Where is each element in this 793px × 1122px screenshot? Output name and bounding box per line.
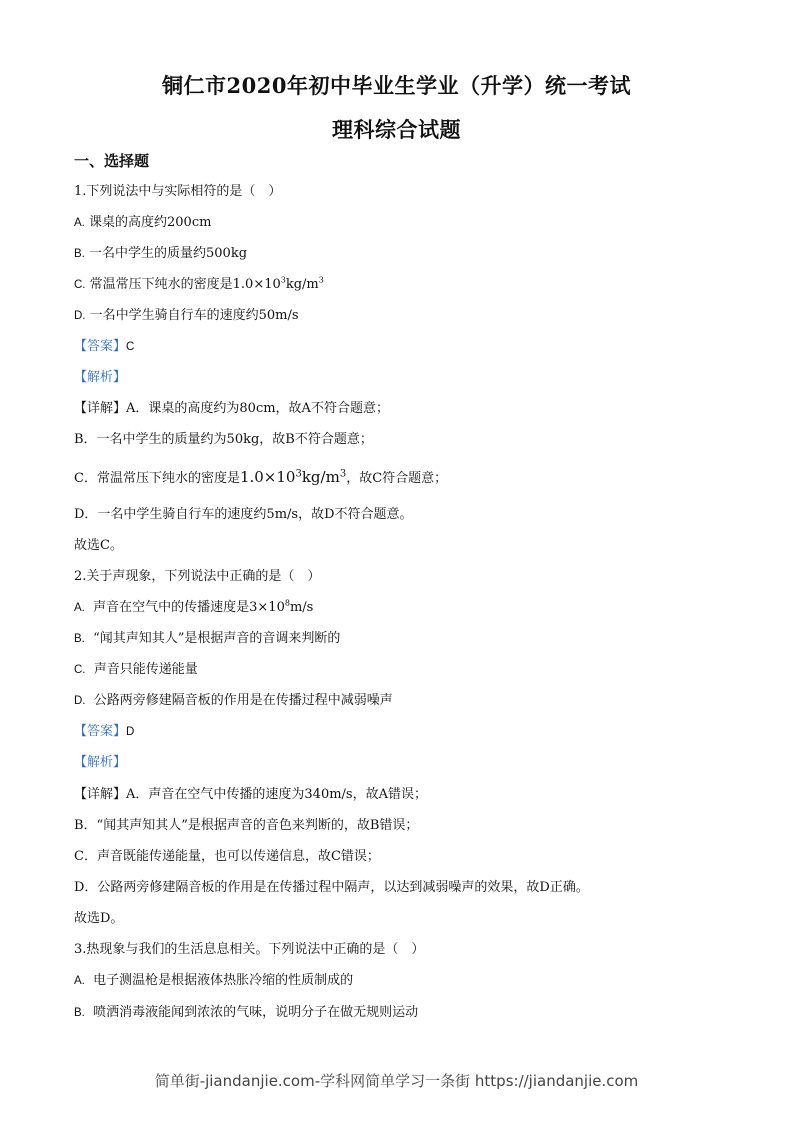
q2-option-c-letter: C. xyxy=(74,664,86,676)
q1-analysis-label: 【解析】 xyxy=(74,370,127,385)
q2-detail-d: D．公路两旁修建隔音板的作用是在传播过程中隔声，以达到减弱噪声的效果，故D正确。 xyxy=(74,880,589,895)
document-title: 铜仁市2020年初中毕业生学业（升学）统一考试 xyxy=(162,73,631,98)
q1-option-b xyxy=(74,245,247,263)
q2-option-d-text: 公路两旁修建隔音板的作用是在传播过程中减弱噪声 xyxy=(93,693,393,708)
q1-detail-c-unit: kg/m xyxy=(301,468,340,486)
q2-answer-value: D xyxy=(126,726,135,738)
q1-option-d-text: 一名中学生骑自行车的速度约50m/s xyxy=(89,308,299,323)
q2-conclusion: 故选D。 xyxy=(74,911,124,926)
q1-answer-label: 【答案】 xyxy=(74,339,127,354)
q3-stem: 3.热现象与我们的生活息息相关。下列说法中正确的是（ ） xyxy=(74,942,425,957)
q1-option-b-letter: B. xyxy=(74,248,85,260)
q1-detail-a xyxy=(74,400,389,418)
q2-option-c xyxy=(74,661,198,679)
q1-option-c-unit-exponent: 3 xyxy=(318,275,324,285)
q2-option-a-exponent: 8 xyxy=(284,598,290,608)
q3-option-b xyxy=(74,1004,418,1022)
q1-detail-c-unit-exponent: 3 xyxy=(339,468,347,480)
q1-detail-d: D．一名中学生骑自行车的速度约5m/s，故D不符合题意。 xyxy=(74,507,413,522)
q1-detail-c-formula: 1.0×10 xyxy=(239,468,296,486)
q3-option-a-text: 电子测温枪是根据液体热胀冷缩的性质制成的 xyxy=(93,973,354,988)
q1-detail-c-exponent: 3 xyxy=(295,468,302,480)
q1-detail-a-text: A．课桌的高度约为80cm，故A不符合题意； xyxy=(126,401,389,416)
section-heading: 一、选择题 xyxy=(74,152,150,170)
q2-detail-a-text: A．声音在空气中传播的速度为340m/s，故A错误； xyxy=(126,787,427,802)
q2-option-d-letter: D. xyxy=(74,695,86,707)
q3-option-b-text: 喷洒消毒液能闻到浓浓的气味，说明分子在做无规则运动 xyxy=(93,1005,419,1020)
q1-option-a xyxy=(74,214,211,232)
q2-detail-a xyxy=(74,786,427,804)
q2-detail-c: C．声音既能传递能量，也可以传递信息，故C错误； xyxy=(74,849,380,864)
q3-option-a xyxy=(74,972,353,990)
q3-option-a-letter: A. xyxy=(74,975,85,987)
q1-option-a-text: 课桌的高度约200cm xyxy=(89,215,212,230)
q2-analysis-label: 【解析】 xyxy=(74,755,127,770)
q2-option-a-letter: A. xyxy=(74,602,85,614)
q1-detail-c-text: C．常温常压下纯水的密度是 xyxy=(74,471,240,486)
q1-detail-label: 【详解】 xyxy=(74,401,127,416)
q2-detail-b: B．“闻其声知其人”是根据声音的音色来判断的，故B错误； xyxy=(74,818,419,833)
q1-option-d xyxy=(74,307,299,325)
q3-option-b-letter: B. xyxy=(74,1007,85,1019)
q2-option-d xyxy=(74,692,393,710)
q1-option-c-exponent: 3 xyxy=(280,275,286,285)
q2-option-a-text: 声音在空气中的传播速度是3×10 xyxy=(93,600,285,615)
q2-stem: 2.关于声现象，下列说法中正确的是（ ） xyxy=(74,569,321,584)
q1-answer-value: C xyxy=(126,341,135,353)
q1-detail-b: B．一名中学生的质量约为50kg，故B不符合题意； xyxy=(74,432,373,447)
q2-option-c-text: 声音只能传递能量 xyxy=(93,662,198,677)
footer-watermark: 简单街-jiandanjie.com-学科网简单学习一条街 https://jiandanjie.com xyxy=(154,1072,639,1090)
q1-answer xyxy=(74,338,134,356)
q1-option-a-letter: A. xyxy=(74,217,85,229)
q2-detail-label: 【详解】 xyxy=(74,787,127,802)
q1-detail-c-tail: ，故C符合题意； xyxy=(346,471,448,486)
q2-option-b-text: “闻其声知其人”是根据声音的音调来判断的 xyxy=(93,631,341,646)
q1-option-c-letter: C. xyxy=(74,279,86,291)
q2-option-a-unit: m/s xyxy=(289,600,314,615)
q1-option-c-unit: kg/m xyxy=(285,277,319,292)
q1-option-c xyxy=(74,276,324,294)
document-subtitle: 理科综合试题 xyxy=(332,117,461,142)
q2-option-b xyxy=(74,630,340,648)
q1-option-c-text: 常温常压下纯水的密度是1.0×10 xyxy=(89,277,281,292)
q1-option-b-text: 一名中学生的质量约500kg xyxy=(89,246,248,261)
q2-answer-label: 【答案】 xyxy=(74,724,127,739)
q2-answer xyxy=(74,723,134,741)
q2-option-b-letter: B. xyxy=(74,633,85,645)
q1-conclusion: 故选C。 xyxy=(74,538,123,553)
q2-option-a xyxy=(74,599,313,617)
q1-option-d-letter: D. xyxy=(74,310,86,322)
q1-detail-c xyxy=(74,468,447,488)
q1-stem: 1.下列说法中与实际相符的是（ ） xyxy=(74,184,282,199)
